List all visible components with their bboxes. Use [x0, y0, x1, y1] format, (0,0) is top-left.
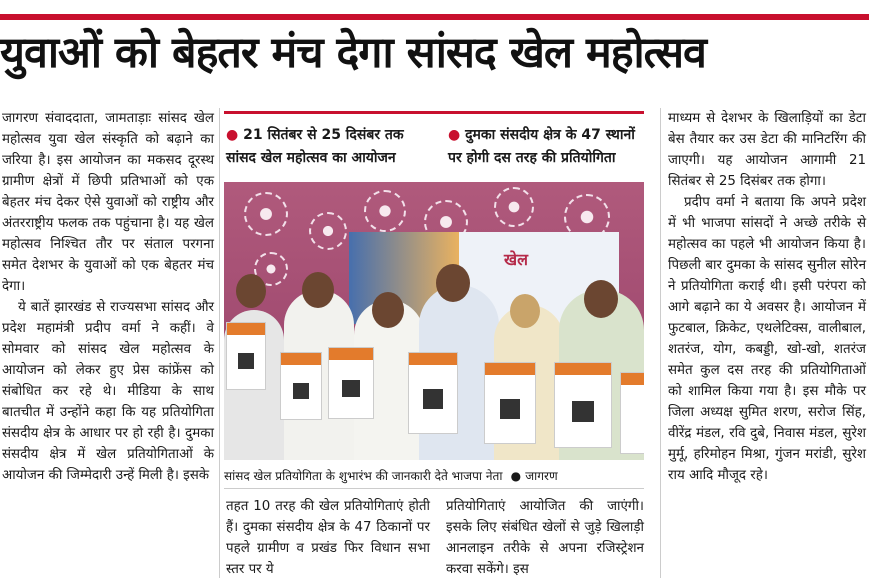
pull-quote	[226, 124, 430, 170]
article-paragraph: प्रतियोगिताएं आयोजित की जाएंगी। इसके लिए संबंधित खेलों से जुड़े खिलाड़ी आनलाइन तरीके से अपना रजिस्ट्रेशन करवा सकेंगे। इस	[446, 499, 644, 577]
article-paragraph: जागरण संवाददाता, जामताड़ाः सांसद खेल महोत्सव युवा खेल संस्कृति को बढ़ाने का जरिया है। इस आयोजन का मकसद दूरस्थ ग्रामीण क्षेत्रों में छिपी प्रतिभाओं को एक बेहतर मंच देकर ऐसे युवाओं को राष्ट्रीय और अंतरराष्ट्रीय फलक तक पहुंचाना है। यह खेल महोत्सव निश्चित तौर पर संताल परगना समेत देशभर के युवाओं को एक बेहतर मंच देगा।	[2, 111, 214, 294]
pull-quote-text: दुमका संसदीय क्षेत्र के 47 स्थानों पर होगी दस तरह की प्रतियोगिता	[448, 127, 635, 166]
caption-source: जागरण	[525, 469, 558, 483]
article-left-column	[2, 108, 214, 486]
caption-text: सांसद खेल प्रतियोगिता के शुभारंभ की जानकारी देते भाजपा नेता	[224, 469, 503, 483]
photo-caption: सांसद खेल प्रतियोगिता के शुभारंभ की जानकारी देते भाजपा नेता ● जागरण	[224, 469, 558, 483]
article-paragraph: माध्यम से देशभर के खिलाड़ियों का डेटा बेस तैयार कर उस डेटा की मानिटरिंग की जाएगी। यह आयोजन आगामी 21 सितंबर से 25 दिसंबर तक होगा।	[668, 111, 866, 189]
event-poster	[280, 352, 322, 420]
decor-flower	[309, 212, 347, 250]
article-paragraph: तहत 10 तरह की खेल प्रतियोगिताएं होती हैं। दुमका संसदीय क्षेत्र के 47 ठिकानों पर पहले ग्रामीण व प्रखंड फिर विधान सभा स्तर पर ये	[226, 499, 430, 577]
section-red-rule	[224, 111, 644, 114]
news-photo	[224, 182, 644, 460]
pull-quote	[448, 124, 644, 170]
article-mid-column-1	[226, 496, 430, 580]
article-paragraph: प्रदीप वर्मा ने बताया कि अपने प्रदेश में भी भाजपा सांसदों ने अच्छे तरीके से महोत्सव का पहले भी आयोजन किया है। पिछली बार दुमका के सांसद सुनील सोरेन ने प्रतियोगिता कराई थी। इसी परंपरा को आगे बढ़ाने का ये अवसर है। आयोजन में फुटबाल, क्रिकेट, एथलेटिक्स, वालीबाल, शतरंज, योग, कबड्डी, खो-खो, शतरंज समेत कुल दस तरह की प्रतियोगिताओं को शामिल किया गया है। इस मौके पर जिला अध्यक्ष सुमित शरण, सरोज सिंह, वीरेंद्र मंडल, रवि दुबे, निवास मंडल, सुरेश मुर्मू, हरिमोहन मिश्रा, गुंजन मरांडी, सुरेश राय आदि मौजूद रहे।	[668, 195, 866, 483]
decor-flower	[244, 192, 288, 236]
event-poster	[226, 322, 266, 390]
article-paragraph: ये बातें झारखंड से राज्यसभा सांसद और प्रदेश महामंत्री प्रदीप वर्मा ने कहीं। वे सोमवार को सांसद खेल महोत्सव के आयोजन को लेकर हुए प्रेस कांफ्रेंस को संबोधित कर रहे थे। मीडिया के साथ बातचीत में उन्होंने कहा कि यह प्रतियोगिता संसदीय क्षेत्र के आधार पर हो रही है। दुमका संसदीय क्षेत्र में खेल प्रतियोगिताओं के आयोजन की जिम्मेदारी उन्हें मिली है। इसके	[2, 300, 214, 483]
pull-quote-text: 21 सितंबर से 25 दिसंबर तक सांसद खेल महोत्सव का आयोजन	[226, 127, 404, 166]
headline: युवाओं को बेहतर मंच देगा सांसद खेल महोत्सव	[0, 28, 706, 78]
top-red-bar	[0, 14, 869, 20]
article-mid-column-2	[446, 496, 644, 580]
article-right-column	[668, 108, 866, 486]
decor-flower	[494, 187, 534, 227]
bullet-icon: ●	[448, 127, 466, 143]
banner-text: खेल	[504, 250, 528, 269]
divider	[224, 488, 644, 489]
event-poster	[484, 362, 536, 444]
column-divider	[219, 108, 220, 578]
event-poster	[408, 352, 458, 434]
decor-flower	[364, 190, 406, 232]
event-poster	[554, 362, 612, 448]
event-poster	[328, 347, 374, 419]
event-poster	[620, 372, 644, 454]
bullet-icon: ●	[226, 127, 244, 143]
column-divider	[660, 108, 661, 578]
